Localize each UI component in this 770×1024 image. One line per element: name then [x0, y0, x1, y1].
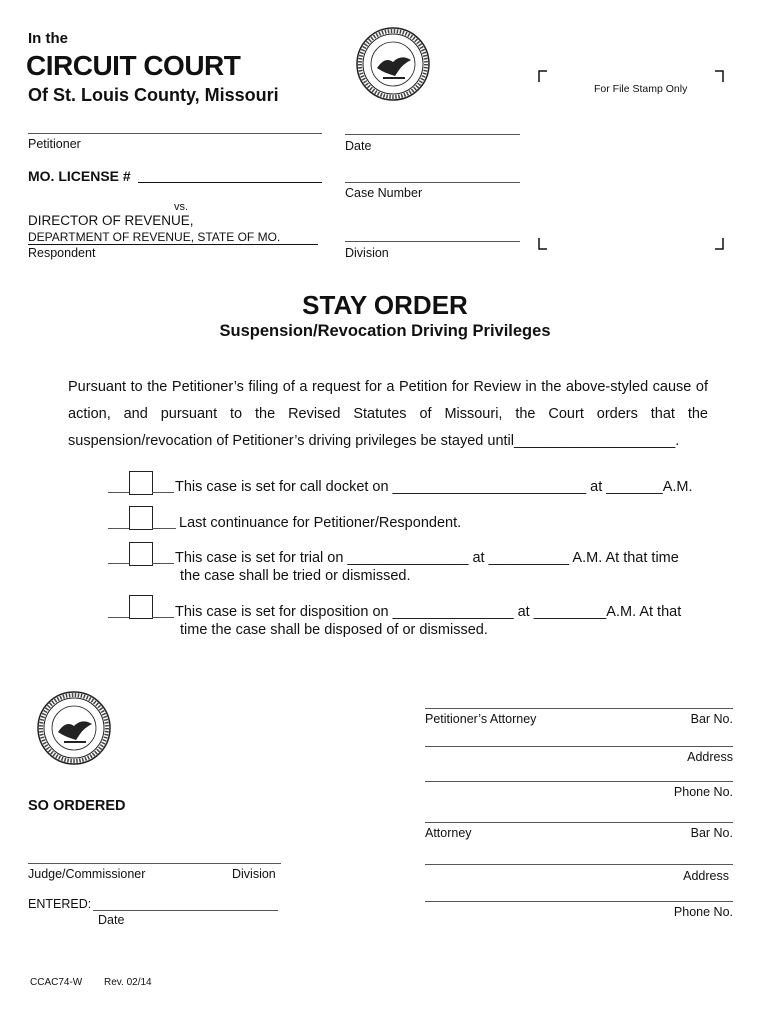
address-1-label: Address: [687, 750, 733, 764]
missouri-state-seal-icon: [355, 26, 431, 102]
option-1-blank-right: [152, 492, 174, 493]
petitioner-label: Petitioner: [28, 137, 81, 151]
phone-2-line[interactable]: [425, 901, 733, 902]
phone-1-label: Phone No.: [673, 785, 733, 799]
entered-label: ENTERED:: [28, 897, 92, 911]
petitioners-attorney-line[interactable]: [425, 708, 733, 709]
date-line[interactable]: [345, 134, 520, 135]
so-ordered-label: SO ORDERED: [28, 798, 126, 814]
order-paragraph: Pursuant to the Petitioner’s filing of a request for a Petition for Review in the above-styled cause of action, and pursuant to the Revised Statutes of Missouri, the Court orders that the suspension/revocation of Petitioner’s driving privileges be stayed until____________________.: [68, 379, 708, 449]
option-3-checkbox[interactable]: [129, 542, 153, 566]
stamp-corner-bottom-left-icon: [538, 238, 548, 250]
option-4-blank-right: [152, 617, 174, 618]
form-id: CCAC74-W: [30, 977, 83, 988]
option-1-checkbox[interactable]: [129, 471, 153, 495]
director-label: DIRECTOR OF REVENUE,: [28, 213, 194, 228]
option-2-blank-right: [152, 528, 176, 529]
division-label: Division: [345, 246, 389, 260]
respondent-label: Respondent: [28, 246, 96, 260]
vs-label: vs.: [174, 201, 189, 213]
address-2-line[interactable]: [425, 864, 733, 865]
file-stamp-label: For File Stamp Only: [594, 83, 688, 95]
license-label: MO. LICENSE #: [28, 168, 131, 184]
court-name: CIRCUIT COURT: [26, 50, 241, 81]
department-label: DEPARTMENT OF REVENUE, STATE OF MO.: [28, 230, 318, 245]
phone-1-line[interactable]: [425, 781, 733, 782]
option-2-checkbox[interactable]: [129, 506, 153, 530]
address-1-line[interactable]: [425, 746, 733, 747]
division-line[interactable]: [345, 241, 520, 242]
option-3-text-line2: the case shall be tried or dismissed.: [180, 568, 411, 584]
option-1-blank[interactable]: [108, 492, 130, 493]
county-name: Of St. Louis County, Missouri: [28, 85, 279, 105]
option-2-text: Last continuance for Petitioner/Respondent.: [179, 515, 462, 531]
missouri-state-seal-icon: [36, 690, 112, 766]
document-title: STAY ORDER: [302, 290, 468, 320]
in-the-label: In the: [28, 30, 68, 47]
petitioner-line[interactable]: [28, 133, 322, 134]
document-subtitle: Suspension/Revocation Driving Privileges: [219, 322, 551, 340]
option-1-text: This case is set for call docket on ________________________ at _______A.M.: [175, 479, 693, 495]
petitioners-attorney-label: Petitioner’s Attorney: [425, 712, 537, 726]
date-label: Date: [345, 139, 372, 153]
option-4-checkbox[interactable]: [129, 595, 153, 619]
option-4-text-line2: time the case shall be disposed of or dismissed.: [180, 622, 488, 638]
stamp-corner-top-left-icon: [538, 70, 548, 82]
stamp-corner-top-right-icon: [714, 70, 724, 82]
option-3-blank[interactable]: [108, 563, 130, 564]
entered-date-line[interactable]: [93, 910, 278, 911]
bar-no-2-label: Bar No.: [690, 826, 733, 840]
judge-label: Judge/Commissioner: [28, 867, 146, 881]
entered-date-label: Date: [98, 913, 125, 927]
judge-line[interactable]: [28, 863, 281, 864]
option-4-blank[interactable]: [108, 617, 130, 618]
form-revision: Rev. 02/14: [104, 977, 152, 988]
case-number-label: Case Number: [345, 186, 423, 200]
stamp-corner-bottom-right-icon: [714, 238, 724, 250]
option-3-blank-right: [152, 563, 174, 564]
option-2-blank[interactable]: [108, 528, 130, 529]
attorney-line[interactable]: [425, 822, 733, 823]
address-2-label: Address: [683, 869, 729, 883]
option-3-text-line1: This case is set for trial on _______________ at __________ A.M. At that time: [175, 550, 679, 566]
phone-2-label: Phone No.: [673, 905, 733, 919]
bar-no-1-label: Bar No.: [690, 712, 733, 726]
license-line[interactable]: [138, 182, 322, 183]
order-division-label: Division: [232, 867, 276, 881]
option-4-text-line1: This case is set for disposition on _______________ at _________A.M. At that: [175, 604, 682, 620]
attorney-label: Attorney: [425, 826, 472, 840]
case-number-line[interactable]: [345, 182, 520, 183]
